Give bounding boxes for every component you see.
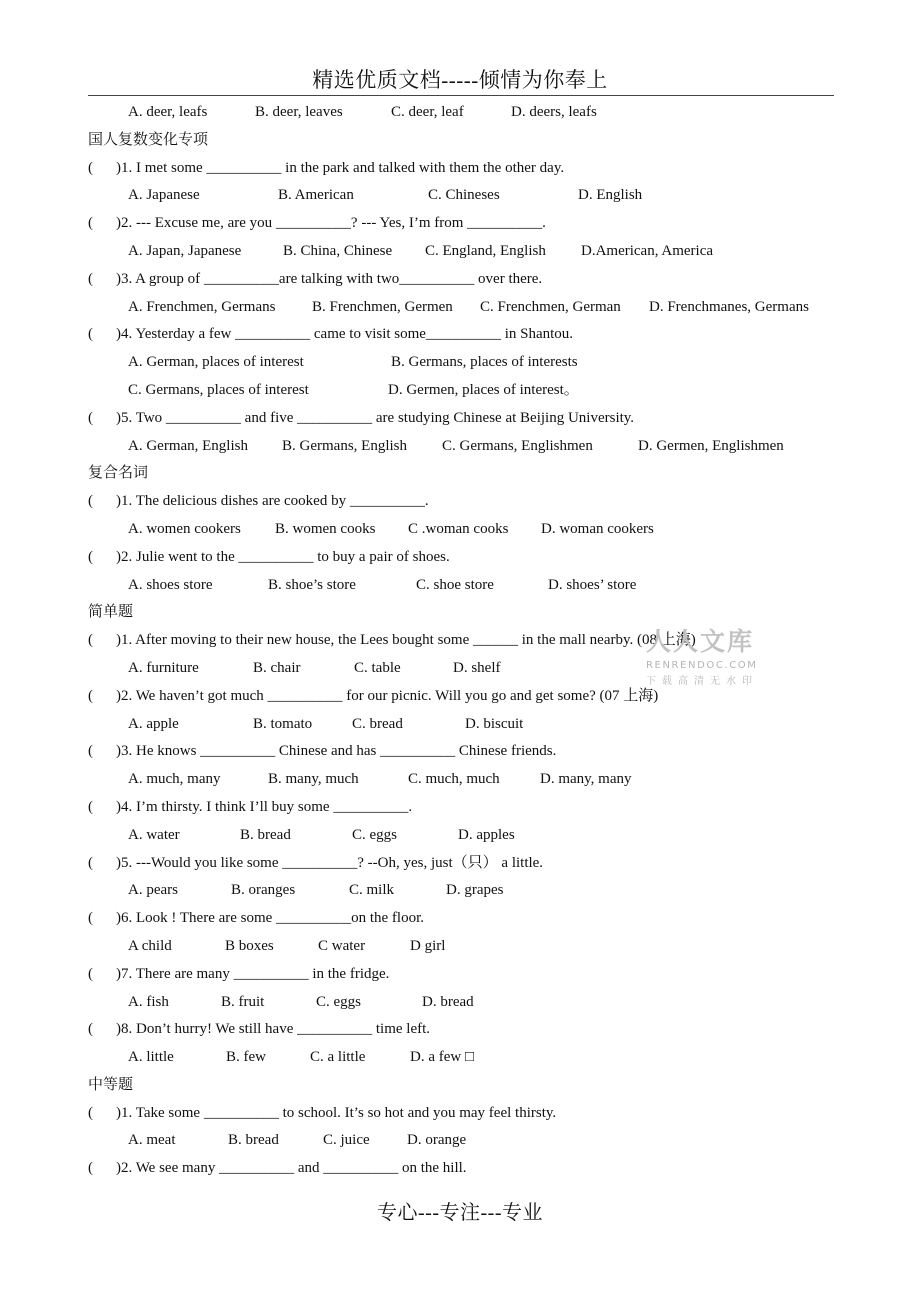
answer-option: C. juice (323, 1132, 370, 1149)
answer-option: D. a few □ (410, 1049, 475, 1066)
answer-option: C. much, much (408, 771, 500, 788)
question-stem (88, 850, 848, 878)
question-stem (88, 738, 848, 766)
answer-option: B. oranges (231, 882, 296, 899)
answer-bracket: ( (88, 854, 93, 871)
question-text: )2. --- Excuse me, are you __________? --- Yes, I’m from __________. (116, 215, 546, 232)
answer-option: C. Frenchmen, German (480, 298, 621, 315)
page-header: 精选优质文档-----倾情为你奉上 (312, 68, 608, 92)
answer-option: B. bread (240, 826, 291, 843)
answer-bracket: ( (88, 965, 93, 982)
question-text: )8. Don’t hurry! We still have __________ time left. (116, 1021, 431, 1038)
answer-option: B. Germans, English (282, 437, 407, 454)
question-stem (88, 155, 848, 183)
question-text: )3. A group of __________are talking with two__________ over there. (116, 270, 543, 287)
answer-option: B boxes (225, 937, 274, 954)
question-text: )2. Julie went to the __________ to buy a pair of shoes. (116, 548, 450, 565)
question-stem (88, 210, 848, 238)
answer-option: A. Japan, Japanese (128, 242, 242, 259)
answer-option: B. bread (228, 1132, 279, 1149)
answer-options (88, 377, 848, 405)
answer-option: C. eggs (316, 993, 361, 1010)
answer-option: D. orange (407, 1132, 467, 1149)
answer-options (88, 238, 848, 266)
answer-options (88, 516, 848, 544)
answer-option: C water (318, 937, 366, 954)
answer-option: A child (128, 937, 172, 954)
answer-option: A. German, places of interest (128, 354, 304, 371)
answer-options (88, 989, 848, 1017)
answer-option: D. shelf (453, 659, 501, 676)
answer-options (88, 294, 848, 322)
watermark-domain: RENRENDOC.COM (646, 660, 758, 671)
answer-option: C. a little (310, 1049, 366, 1066)
answer-options (88, 99, 848, 127)
answer-option: A. shoes store (128, 576, 213, 593)
answer-option: D.American, America (581, 242, 714, 259)
answer-bracket: ( (88, 1104, 93, 1121)
question-text: )5. Two __________ and five __________ are studying Chinese at Beijing University. (116, 409, 635, 426)
question-stem (88, 905, 848, 933)
answer-option: B. women cooks (275, 520, 376, 537)
answer-bracket: ( (88, 798, 93, 815)
answer-options (88, 182, 848, 210)
answer-option: B. deer, leaves (255, 104, 343, 120)
answer-bracket: ( (88, 409, 93, 426)
answer-options (88, 711, 848, 739)
question-stem (88, 961, 848, 989)
question-stem (88, 266, 848, 294)
answer-option: A. little (128, 1049, 174, 1066)
question-text: )2. We haven’t got much __________ for our picnic. Will you go and get some? (07 上海) (116, 687, 659, 704)
answer-bracket: ( (88, 1160, 93, 1177)
answer-option: B. many, much (268, 771, 359, 788)
page-footer: 专心---专注---专业 (377, 1202, 543, 1224)
question-text: )2. We see many __________ and __________ on the hill. (116, 1160, 467, 1177)
answer-option: D. Germen, places of interest。 (388, 381, 579, 398)
answer-options (88, 349, 848, 377)
answer-options (88, 766, 848, 794)
answer-option: C. eggs (352, 826, 397, 843)
question-text: )7. There are many __________ in the fridge. (116, 965, 390, 982)
answer-option: C. table (354, 659, 401, 676)
answer-options (88, 1127, 848, 1155)
answer-option: C. England, English (425, 242, 546, 259)
answer-bracket: ( (88, 215, 93, 232)
answer-option: C. deer, leaf (391, 104, 464, 120)
answer-option: B. fruit (221, 993, 265, 1010)
question-stem (88, 794, 848, 822)
answer-option: D. many, many (540, 771, 632, 788)
question-text: )6. Look ! There are some __________on the floor. (116, 910, 424, 927)
answer-option: A. much, many (128, 771, 221, 788)
section-heading: 中等题 (88, 1076, 134, 1093)
answer-option: A. furniture (128, 659, 199, 676)
watermark (646, 622, 772, 687)
answer-option: B. shoe’s store (268, 576, 356, 593)
answer-option: A. Japanese (128, 187, 200, 204)
question-text: )1. Take some __________ to school. It’s so hot and you may feel thirsty. (116, 1104, 557, 1121)
answer-options (88, 933, 848, 961)
answer-option: A. meat (128, 1132, 176, 1149)
answer-option: A. pears (128, 882, 178, 899)
section-heading: 简单题 (88, 604, 134, 621)
question-text: )1. The delicious dishes are cooked by __________. (116, 493, 429, 510)
answer-option: D. grapes (446, 882, 504, 899)
answer-option: D. biscuit (465, 715, 524, 732)
answer-bracket: ( (88, 326, 93, 343)
answer-option: D. bread (422, 993, 474, 1010)
answer-option: C. shoe store (416, 576, 494, 593)
section-heading: 国人复数变化专项 (88, 131, 209, 148)
answer-option: B. China, Chinese (283, 242, 393, 259)
question-stem (88, 488, 848, 516)
watermark-logo: 人人文库 (646, 627, 755, 656)
question-stem (88, 321, 848, 349)
answer-options (88, 822, 848, 850)
answer-option: A. Frenchmen, Germans (128, 298, 276, 315)
answer-option: C. bread (352, 715, 403, 732)
answer-option: A. German, English (128, 437, 248, 454)
answer-option: C. milk (349, 882, 395, 899)
watermark-subtitle: 下载高清无水印 (646, 676, 758, 687)
answer-bracket: ( (88, 632, 93, 649)
question-stem (88, 1100, 848, 1128)
answer-bracket: ( (88, 910, 93, 927)
answer-option: B. American (278, 187, 354, 204)
answer-option: D. Frenchmanes, Germans (649, 298, 809, 315)
question-text: )1. After moving to their new house, the Lees bought some ______ in the mall nearby. (08 上海) (116, 632, 696, 649)
question-stem (88, 1016, 848, 1044)
question-stem (88, 544, 848, 572)
answer-option: B. Germans, places of interests (391, 354, 578, 371)
question-text: )4. I’m thirsty. I think I’ll buy some __________. (116, 798, 413, 815)
answer-option: C. Germans, Englishmen (442, 437, 593, 454)
answer-option: A. deer, leafs (128, 104, 208, 120)
answer-option: D. Germen, Englishmen (638, 437, 784, 454)
answer-bracket: ( (88, 687, 93, 704)
answer-option: A. fish (128, 993, 169, 1010)
answer-bracket: ( (88, 159, 93, 176)
answer-option: D. English (578, 187, 643, 204)
question-text: )3. He knows __________ Chinese and has __________ Chinese friends. (116, 743, 557, 760)
answer-option: B. Frenchmen, Germen (312, 298, 453, 315)
answer-option: B. chair (253, 659, 301, 676)
section-heading: 复合名词 (88, 465, 149, 482)
answer-option: C. Germans, places of interest (128, 381, 309, 398)
answer-option: D. woman cookers (541, 520, 654, 537)
question-text: )5. ---Would you like some __________? --Oh, yes, just（只） a little. (116, 854, 544, 871)
answer-option: C. Chineses (428, 187, 500, 204)
answer-options (88, 1044, 848, 1072)
answer-bracket: ( (88, 493, 93, 510)
answer-option: A. women cookers (128, 520, 241, 537)
answer-options (88, 433, 848, 461)
question-text: )1. I met some __________ in the park and talked with them the other day. (116, 159, 565, 176)
answer-option: B. tomato (253, 715, 313, 732)
answer-option: C .woman cooks (408, 520, 509, 537)
answer-option: D. apples (458, 826, 515, 843)
answer-options (88, 877, 848, 905)
header-rule (88, 95, 834, 96)
question-stem (88, 405, 848, 433)
answer-option: A. water (128, 826, 180, 843)
answer-option: A. apple (128, 715, 179, 732)
answer-option: D. shoes’ store (548, 576, 637, 593)
answer-option: B. few (226, 1049, 266, 1066)
answer-option: D. deers, leafs (511, 104, 597, 120)
question-text: )4. Yesterday a few __________ came to visit some__________ in Shantou. (116, 326, 574, 343)
answer-bracket: ( (88, 1021, 93, 1038)
answer-bracket: ( (88, 270, 93, 287)
answer-bracket: ( (88, 743, 93, 760)
answer-option: D girl (410, 937, 446, 954)
question-stem (88, 1155, 848, 1183)
answer-options (88, 572, 848, 600)
answer-bracket: ( (88, 548, 93, 565)
